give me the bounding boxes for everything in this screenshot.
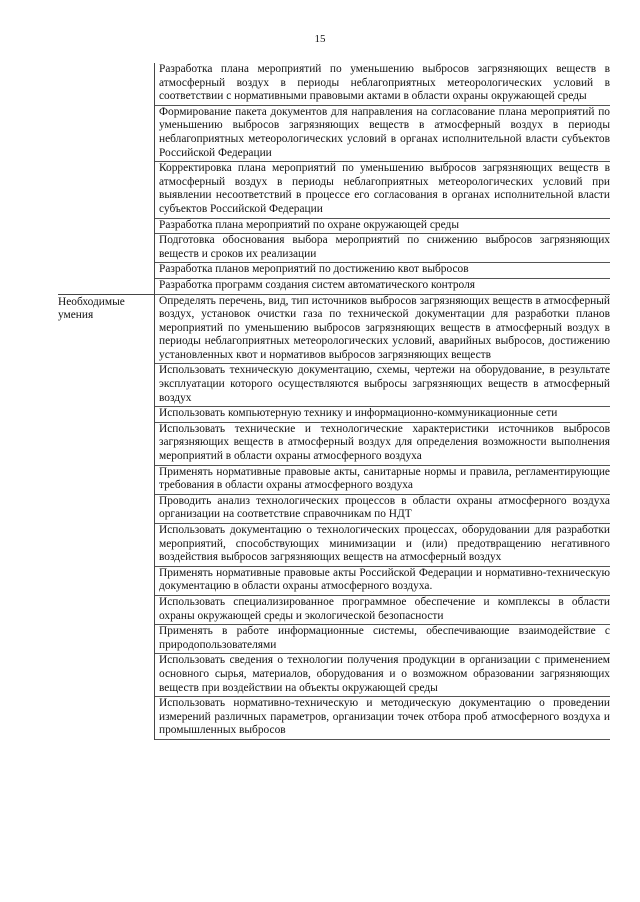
professional-standard-table [58,63,610,740]
labor-action-item: Разработка плана мероприятий по охране окружающей среды [155,218,611,234]
skill-item: Использовать сведения о технологии получения продукции в организации с применением основного сырья, материалов, оборудования и о возможном образовании загрязняющих веществ при воздействии на объекты окружающей среды [155,654,611,697]
labor-action-item: Разработка программ создания систем автоматического контроля [155,278,611,294]
skill-item: Использовать технические и технологические характеристики источников выбросов загрязняющих веществ в атмосферный воздух для определения возможности выполнения мероприятий в области охраны атмосферного воздуха [155,422,611,465]
labor-action-item: Корректировка плана мероприятий по уменьшению выбросов загрязняющих веществ в атмосферный воздух в периоды неблагоприятных метеорологических условий при выявлении несоответствий в процессе его согласования в органах исполнительной власти субъектов Российской Федерации [155,162,611,218]
skills-label-cell [58,294,155,739]
table-row [58,294,610,364]
labor-actions-label-cell [58,63,155,294]
skill-item: Использовать нормативно-техническую и методическую документацию о проведении измерений различных параметров, организации точек отбора проб атмосферного воздуха и промышленных выбросов [155,697,611,740]
skill-item: Определять перечень, вид, тип источников выбросов загрязняющих веществ в атмосферный воздух, установок очистки газа по технической документации для разработки планов мероприятий по уменьшению выбросов загрязняющих веществ в атмосферный воздух в периоды неблагоприятных метеорологических условий, аварийных выбросов, достижению установленных квот и нормативов выбросов загрязняющих веществ [155,294,611,364]
skill-item: Использовать техническую документацию, схемы, чертежи на оборудование, в результате эксплуатации которого осуществляются выбросы загрязняющих веществ в атмосферный воздух [155,364,611,407]
skill-item: Применять нормативные правовые акты, санитарные нормы и правила, регламентирующие требования в области охраны атмосферного воздуха [155,465,611,494]
labor-action-item: Разработка планов мероприятий по достижению квот выбросов [155,263,611,279]
table-row [58,63,610,105]
page-number: 15 [314,33,326,45]
skills-label: Необходимые умения [58,295,125,322]
skill-item: Использовать специализированное программное обеспечение и комплексы в области охраны окружающей среды и экологической безопасности [155,595,611,624]
skill-item: Использовать документацию о технологических процессах, оборудовании для разработки мероприятий, способствующих минимизации и (или) предотвращению негативного воздействия выбросов загрязняющих веществ на атмосферный воздух [155,524,611,567]
labor-action-item: Формирование пакета документов для направления на согласование плана мероприятий по уменьшению выбросов загрязняющих веществ в атмосферный воздух в периоды неблагоприятных метеорологических условий в органах исполнительной власти субъектов Российской Федерации [155,105,611,161]
skill-item: Проводить анализ технологических процессов в области охраны атмосферного воздуха организации на соответствие справочникам по НДТ [155,494,611,523]
labor-action-item: Подготовка обоснования выбора мероприятий по снижению выбросов загрязняющих веществ и сроков их реализации [155,234,611,263]
skill-item: Использовать компьютерную технику и информационно-коммуникационные сети [155,407,611,423]
skill-item: Применять в работе информационные системы, обеспечивающие взаимодействие с природопользователями [155,625,611,654]
labor-action-item: Разработка плана мероприятий по уменьшению выбросов загрязняющих веществ в атмосферный воздух в периоды неблагоприятных метеорологических условий в соответствии с нормативными правовыми актами в области охраны окружающей среды [155,63,611,105]
skill-item: Применять нормативные правовые акты Российской Федерации и нормативно-техническую документацию в области охраны атмосферного воздуха. [155,566,611,595]
